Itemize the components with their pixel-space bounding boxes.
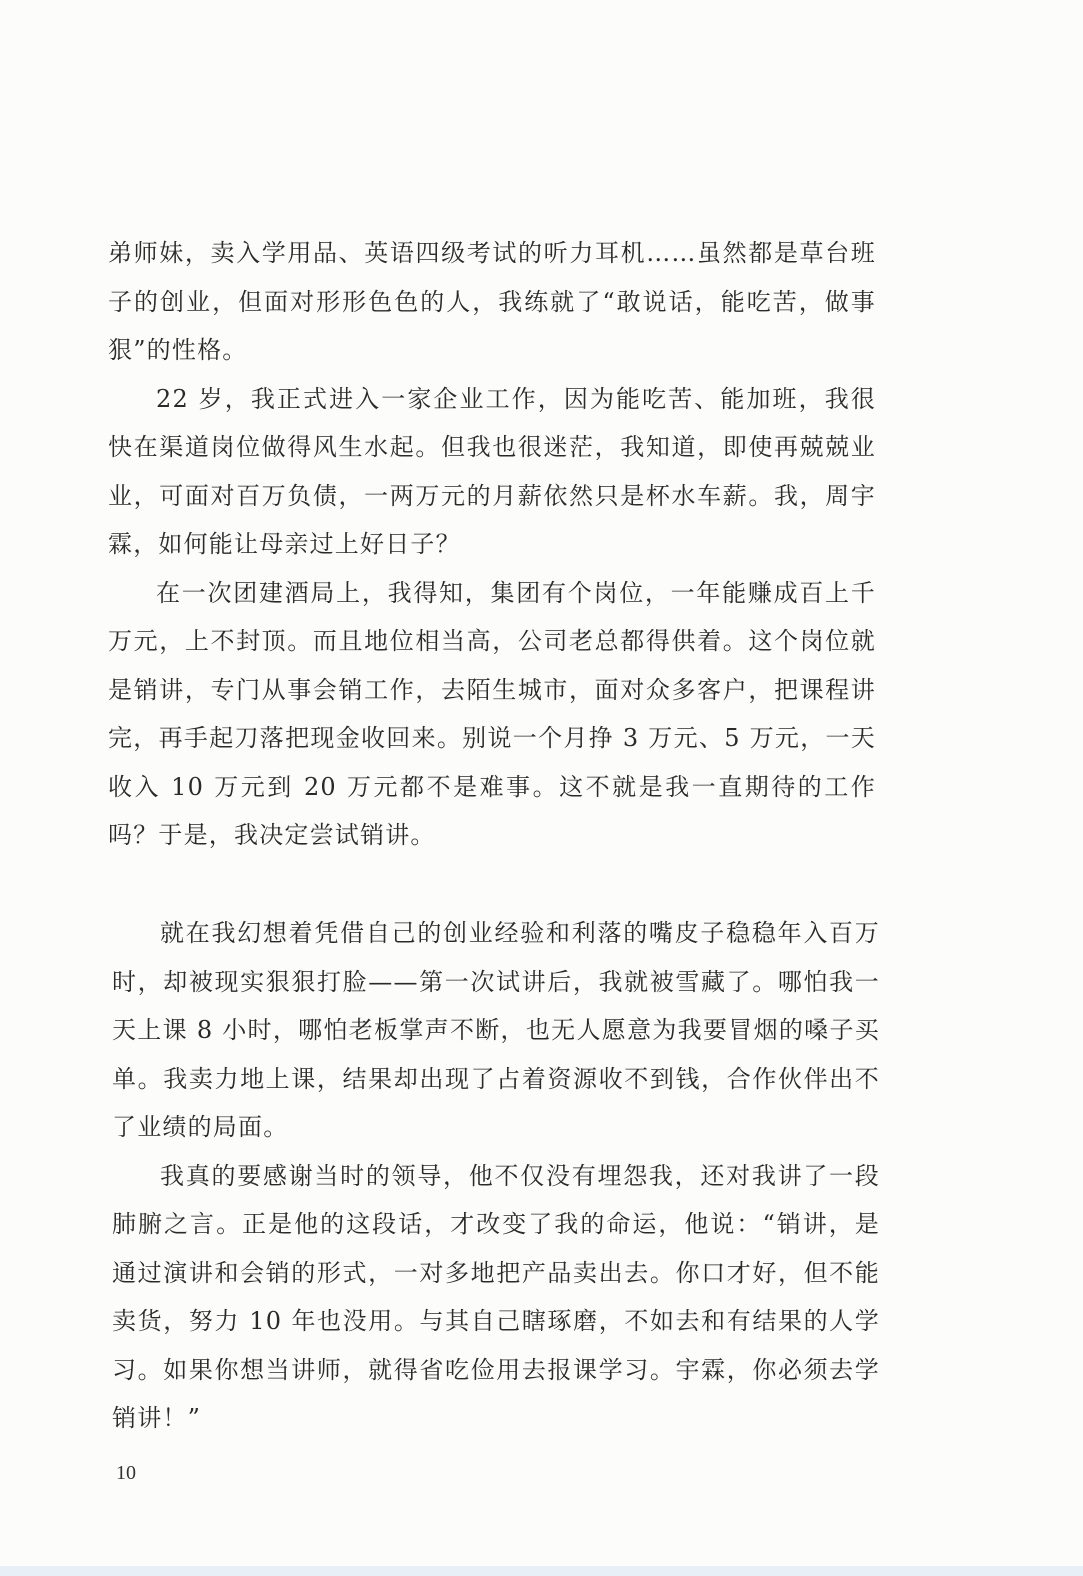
scan-edge xyxy=(0,1566,1083,1576)
text-block-top xyxy=(108,229,876,860)
page-number: 10 xyxy=(116,1462,136,1484)
paragraph: 就在我幻想着凭借自己的创业经验和利落的嘴皮子稳稳年入百万时，却被现实狠狠打脸——第一次试讲后，我就被雪藏了。哪怕我一天上课 8 小时，哪怕老板掌声不断，也无人愿意为我要冒烟的嗓子买单。我卖力地上课，结果却出现了占着资源收不到钱，合作伙伴出不了业绩的局面。 xyxy=(112,919,880,1141)
paragraph: 22 岁，我正式进入一家企业工作，因为能吃苦、能加班，我很快在渠道岗位做得风生水起。但我也很迷茫，我知道，即使再兢兢业业，可面对百万负债，一两万元的月薪依然只是杯水车薪。我，周宇霖，如何能让母亲过上好日子？ xyxy=(108,384,876,558)
text-block-bottom xyxy=(112,909,880,1443)
paragraph: 我真的要感谢当时的领导，他不仅没有埋怨我，还对我讲了一段肺腑之言。正是他的这段话，才改变了我的命运，他说：“销讲，是通过演讲和会销的形式，一对多地把产品卖出去。你口才好，但不能卖货，努力 10 年也没用。与其自己瞎琢磨，不如去和有结果的人学习。如果你想当讲师，就得省吃俭用去报课学习。宇霖，你必须去学销讲！” xyxy=(112,1161,880,1432)
paragraph: 在一次团建酒局上，我得知，集团有个岗位，一年能赚成百上千万元，上不封顶。而且地位相当高，公司老总都得供着。这个岗位就是销讲，专门从事会销工作，去陌生城市，面对众多客户，把课程讲完，再手起刀落把现金收回来。别说一个月挣 3 万元、5 万元，一天收入 10 万元到 20 万元都不是难事。这不就是我一直期待的工作吗？于是，我决定尝试销讲。 xyxy=(108,578,876,849)
paragraph-continued: 弟师妹，卖入学用品、英语四级考试的听力耳机……虽然都是草台班子的创业，但面对形形色色的人，我练就了“敢说话，能吃苦，做事狠”的性格。 xyxy=(108,239,876,364)
